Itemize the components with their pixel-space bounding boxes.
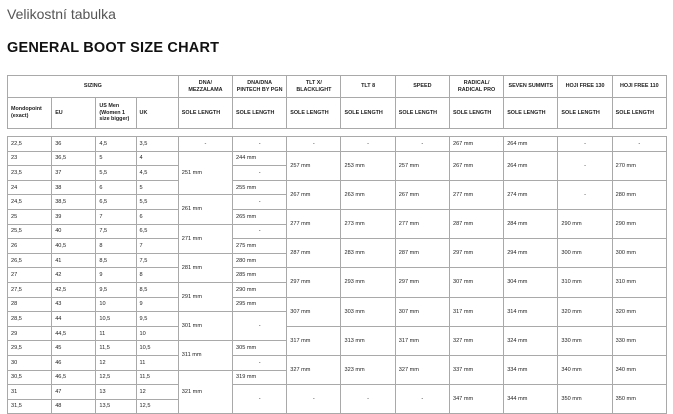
mondopoint-cell: 23 bbox=[8, 151, 52, 166]
sole-length-speed-cell: 317 mm bbox=[395, 326, 449, 355]
sole-length-header: SOLE LENGTH bbox=[395, 98, 449, 129]
sole-length-hoji-110-cell: 350 mm bbox=[612, 385, 666, 414]
page-heading: Velikostní tabulka bbox=[7, 6, 116, 22]
uk-cell: 11 bbox=[136, 355, 178, 370]
uk-cell: 11,5 bbox=[136, 370, 178, 385]
model-header-dna-mezzalama: DNA/ MEZZALAMA bbox=[178, 76, 232, 98]
model-header-hoji-110: HOJI FREE 110 bbox=[612, 76, 666, 98]
sole-length-dna-pintech-cell: 265 mm bbox=[233, 209, 287, 224]
sole-length-hoji-130-cell: 310 mm bbox=[558, 268, 612, 297]
sole-length-tlt-x-cell: 307 mm bbox=[287, 297, 341, 326]
us-cell: 8,5 bbox=[96, 253, 136, 268]
sole-length-hoji-110-cell: 300 mm bbox=[612, 239, 666, 268]
model-header-dna-pintech: DNA/DNA PINTECH BY PGN bbox=[233, 76, 287, 98]
eu-cell: 39 bbox=[52, 209, 96, 224]
sole-length-tlt-x-cell: 297 mm bbox=[287, 268, 341, 297]
us-cell: 7,5 bbox=[96, 224, 136, 239]
sole-length-header: SOLE LENGTH bbox=[612, 98, 666, 129]
sole-length-tlt-x-cell: 327 mm bbox=[287, 355, 341, 384]
mondopoint-cell: 26 bbox=[8, 239, 52, 254]
sole-length-speed-cell: 297 mm bbox=[395, 268, 449, 297]
sole-length-dna-mezzalama-cell: - bbox=[178, 137, 232, 152]
table-row bbox=[8, 326, 667, 341]
uk-cell: 12 bbox=[136, 385, 178, 400]
table-row bbox=[8, 268, 667, 283]
sole-length-hoji-110-cell: 320 mm bbox=[612, 297, 666, 326]
sole-length-dna-pintech-cell: 275 mm bbox=[233, 239, 287, 254]
sole-length-tlt-x-cell: 267 mm bbox=[287, 180, 341, 209]
eu-cell: 36,5 bbox=[52, 151, 96, 166]
sole-length-radical-cell: 297 mm bbox=[449, 239, 503, 268]
sole-length-header: SOLE LENGTH bbox=[287, 98, 341, 129]
sole-length-dna-pintech-cell: - bbox=[233, 166, 287, 181]
us-cell: 6,5 bbox=[96, 195, 136, 210]
uk-cell: 6 bbox=[136, 209, 178, 224]
sole-length-hoji-130-cell: 330 mm bbox=[558, 326, 612, 355]
sole-length-seven-summits-cell: 344 mm bbox=[504, 385, 558, 414]
mondopoint-cell: 28 bbox=[8, 297, 52, 312]
sole-length-seven-summits-cell: 264 mm bbox=[504, 151, 558, 180]
sole-length-dna-mezzalama-cell: 311 mm bbox=[178, 341, 232, 370]
sole-length-radical-cell: 347 mm bbox=[449, 385, 503, 414]
us-cell: 5 bbox=[96, 151, 136, 166]
sole-length-radical-cell: 317 mm bbox=[449, 297, 503, 326]
us-cell: 10 bbox=[96, 297, 136, 312]
uk-cell: 7,5 bbox=[136, 253, 178, 268]
mondopoint-cell: 30 bbox=[8, 355, 52, 370]
sole-length-tlt-x-cell: 257 mm bbox=[287, 151, 341, 180]
us-cell: 12 bbox=[96, 355, 136, 370]
eu-cell: 37 bbox=[52, 166, 96, 181]
sole-length-tlt-x-cell: 277 mm bbox=[287, 209, 341, 238]
table-row bbox=[8, 180, 667, 195]
sole-length-dna-pintech-cell: - bbox=[233, 355, 287, 370]
us-cell: 12,5 bbox=[96, 370, 136, 385]
sole-length-tlt-8-cell: 293 mm bbox=[341, 268, 395, 297]
uk-cell: 10,5 bbox=[136, 341, 178, 356]
mondopoint-cell: 25,5 bbox=[8, 224, 52, 239]
sole-length-radical-cell: 267 mm bbox=[449, 137, 503, 152]
sole-length-seven-summits-cell: 334 mm bbox=[504, 355, 558, 384]
mondopoint-cell: 29,5 bbox=[8, 341, 52, 356]
sole-length-dna-pintech-cell: 319 mm bbox=[233, 370, 287, 385]
uk-cell: 4,5 bbox=[136, 166, 178, 181]
mondopoint-header: Mondopoint (exact) bbox=[8, 98, 52, 129]
eu-cell: 48 bbox=[52, 399, 96, 414]
table-row bbox=[8, 355, 667, 370]
mondopoint-cell: 29 bbox=[8, 326, 52, 341]
sole-length-tlt-8-cell: - bbox=[341, 137, 395, 152]
sole-length-speed-cell: 257 mm bbox=[395, 151, 449, 180]
sole-length-tlt-x-cell: - bbox=[287, 137, 341, 152]
eu-cell: 46,5 bbox=[52, 370, 96, 385]
sole-length-hoji-110-cell: - bbox=[612, 137, 666, 152]
mondopoint-cell: 22,5 bbox=[8, 137, 52, 152]
table-row bbox=[8, 239, 667, 254]
us-cell: 13 bbox=[96, 385, 136, 400]
eu-cell: 46 bbox=[52, 355, 96, 370]
mondopoint-cell: 24 bbox=[8, 180, 52, 195]
sole-length-radical-cell: 327 mm bbox=[449, 326, 503, 355]
model-header-radical: RADICAL/ RADICAL PRO bbox=[449, 76, 503, 98]
sole-length-dna-pintech-cell: 305 mm bbox=[233, 341, 287, 356]
eu-cell: 44 bbox=[52, 312, 96, 327]
us-cell: 11 bbox=[96, 326, 136, 341]
uk-cell: 9 bbox=[136, 297, 178, 312]
eu-cell: 38 bbox=[52, 180, 96, 195]
uk-cell: 7 bbox=[136, 239, 178, 254]
chart-title: GENERAL BOOT SIZE CHART bbox=[7, 40, 220, 56]
table-row bbox=[8, 297, 667, 312]
sole-length-dna-mezzalama-cell: 251 mm bbox=[178, 151, 232, 195]
sole-length-dna-pintech-cell: - bbox=[233, 137, 287, 152]
sole-length-seven-summits-cell: 314 mm bbox=[504, 297, 558, 326]
sole-length-tlt-8-cell: - bbox=[341, 385, 395, 414]
sole-length-radical-cell: 277 mm bbox=[449, 180, 503, 209]
table-row bbox=[8, 385, 667, 400]
mondopoint-cell: 31 bbox=[8, 385, 52, 400]
sole-length-hoji-130-cell: - bbox=[558, 137, 612, 152]
sole-length-hoji-130-cell: - bbox=[558, 180, 612, 209]
sole-length-tlt-x-cell: 317 mm bbox=[287, 326, 341, 355]
sole-length-hoji-130-cell: - bbox=[558, 151, 612, 180]
sole-length-dna-pintech-cell: - bbox=[233, 312, 287, 341]
sole-length-radical-cell: 337 mm bbox=[449, 355, 503, 384]
uk-cell: 3,5 bbox=[136, 137, 178, 152]
us-cell: 9 bbox=[96, 268, 136, 283]
us-cell: 5,5 bbox=[96, 166, 136, 181]
us-cell: 9,5 bbox=[96, 282, 136, 297]
sole-length-hoji-110-cell: 270 mm bbox=[612, 151, 666, 180]
boot-size-table bbox=[7, 75, 667, 414]
sole-length-hoji-110-cell: 280 mm bbox=[612, 180, 666, 209]
sole-length-header: SOLE LENGTH bbox=[233, 98, 287, 129]
spacer-row bbox=[8, 129, 667, 137]
sole-length-tlt-x-cell: 287 mm bbox=[287, 239, 341, 268]
sole-length-dna-pintech-cell: 290 mm bbox=[233, 282, 287, 297]
eu-cell: 42 bbox=[52, 268, 96, 283]
uk-cell: 10 bbox=[136, 326, 178, 341]
sole-length-dna-pintech-cell: 244 mm bbox=[233, 151, 287, 166]
model-header-hoji-130: HOJI FREE 130 bbox=[558, 76, 612, 98]
eu-cell: 44,5 bbox=[52, 326, 96, 341]
sole-length-speed-cell: 287 mm bbox=[395, 239, 449, 268]
eu-cell: 43 bbox=[52, 297, 96, 312]
sole-length-speed-cell: - bbox=[395, 385, 449, 414]
sole-length-dna-pintech-cell: - bbox=[233, 385, 287, 414]
sole-length-hoji-110-cell: 330 mm bbox=[612, 326, 666, 355]
sole-length-header: SOLE LENGTH bbox=[341, 98, 395, 129]
eu-header: EU bbox=[52, 98, 96, 129]
sole-length-dna-pintech-cell: - bbox=[233, 224, 287, 239]
sole-length-tlt-8-cell: 323 mm bbox=[341, 355, 395, 384]
uk-header: UK bbox=[136, 98, 178, 129]
sole-length-tlt-8-cell: 263 mm bbox=[341, 180, 395, 209]
eu-cell: 47 bbox=[52, 385, 96, 400]
sole-length-speed-cell: 327 mm bbox=[395, 355, 449, 384]
sole-length-seven-summits-cell: 324 mm bbox=[504, 326, 558, 355]
uk-cell: 8,5 bbox=[136, 282, 178, 297]
sole-length-hoji-130-cell: 320 mm bbox=[558, 297, 612, 326]
table-row bbox=[8, 137, 667, 152]
us-men-header: US Men (Women 1 size bigger) bbox=[96, 98, 136, 129]
uk-cell: 5,5 bbox=[136, 195, 178, 210]
sole-length-radical-cell: 287 mm bbox=[449, 209, 503, 238]
uk-cell: 6,5 bbox=[136, 224, 178, 239]
sole-length-tlt-8-cell: 313 mm bbox=[341, 326, 395, 355]
sole-length-hoji-130-cell: 350 mm bbox=[558, 385, 612, 414]
us-cell: 8 bbox=[96, 239, 136, 254]
uk-cell: 5 bbox=[136, 180, 178, 195]
sole-length-hoji-110-cell: 290 mm bbox=[612, 209, 666, 238]
sole-length-dna-mezzalama-cell: 291 mm bbox=[178, 282, 232, 311]
uk-cell: 8 bbox=[136, 268, 178, 283]
mondopoint-cell: 26,5 bbox=[8, 253, 52, 268]
mondopoint-cell: 27 bbox=[8, 268, 52, 283]
mondopoint-cell: 24,5 bbox=[8, 195, 52, 210]
mondopoint-cell: 31,5 bbox=[8, 399, 52, 414]
sole-length-seven-summits-cell: 274 mm bbox=[504, 180, 558, 209]
sole-length-dna-pintech-cell: 255 mm bbox=[233, 180, 287, 195]
model-header-seven-summits: SEVEN SUMMITS bbox=[504, 76, 558, 98]
sole-length-dna-pintech-cell: 285 mm bbox=[233, 268, 287, 283]
mondopoint-cell: 23,5 bbox=[8, 166, 52, 181]
eu-cell: 40 bbox=[52, 224, 96, 239]
sole-length-seven-summits-cell: 264 mm bbox=[504, 137, 558, 152]
uk-cell: 12,5 bbox=[136, 399, 178, 414]
model-header-tlt-x: TLT X/ BLACKLIGHT bbox=[287, 76, 341, 98]
sole-length-tlt-x-cell: - bbox=[287, 385, 341, 414]
sole-length-header: SOLE LENGTH bbox=[558, 98, 612, 129]
model-header-speed: SPEED bbox=[395, 76, 449, 98]
sole-length-speed-cell: - bbox=[395, 137, 449, 152]
us-cell: 7 bbox=[96, 209, 136, 224]
sole-length-hoji-130-cell: 300 mm bbox=[558, 239, 612, 268]
eu-cell: 40,5 bbox=[52, 239, 96, 254]
sole-length-hoji-130-cell: 340 mm bbox=[558, 355, 612, 384]
sole-length-speed-cell: 277 mm bbox=[395, 209, 449, 238]
sole-length-dna-mezzalama-cell: 261 mm bbox=[178, 195, 232, 224]
eu-cell: 36 bbox=[52, 137, 96, 152]
uk-cell: 9,5 bbox=[136, 312, 178, 327]
model-header-tlt-8: TLT 8 bbox=[341, 76, 395, 98]
sole-length-dna-mezzalama-cell: 281 mm bbox=[178, 253, 232, 282]
sole-length-seven-summits-cell: 294 mm bbox=[504, 239, 558, 268]
sole-length-speed-cell: 307 mm bbox=[395, 297, 449, 326]
sole-length-header: SOLE LENGTH bbox=[178, 98, 232, 129]
sole-length-dna-pintech-cell: 295 mm bbox=[233, 297, 287, 312]
sole-length-radical-cell: 267 mm bbox=[449, 151, 503, 180]
sole-length-tlt-8-cell: 303 mm bbox=[341, 297, 395, 326]
mondopoint-cell: 28,5 bbox=[8, 312, 52, 327]
us-cell: 13,5 bbox=[96, 399, 136, 414]
eu-cell: 42,5 bbox=[52, 282, 96, 297]
table-row bbox=[8, 151, 667, 166]
mondopoint-cell: 25 bbox=[8, 209, 52, 224]
mondopoint-cell: 30,5 bbox=[8, 370, 52, 385]
sole-length-tlt-8-cell: 283 mm bbox=[341, 239, 395, 268]
eu-cell: 41 bbox=[52, 253, 96, 268]
eu-cell: 45 bbox=[52, 341, 96, 356]
us-cell: 4,5 bbox=[96, 137, 136, 152]
uk-cell: 4 bbox=[136, 151, 178, 166]
sole-length-hoji-110-cell: 310 mm bbox=[612, 268, 666, 297]
sole-length-seven-summits-cell: 304 mm bbox=[504, 268, 558, 297]
sole-length-tlt-8-cell: 273 mm bbox=[341, 209, 395, 238]
sizing-header: SIZING bbox=[8, 76, 179, 98]
sole-length-hoji-110-cell: 340 mm bbox=[612, 355, 666, 384]
sole-length-radical-cell: 307 mm bbox=[449, 268, 503, 297]
table-row bbox=[8, 209, 667, 224]
sole-length-dna-pintech-cell: 280 mm bbox=[233, 253, 287, 268]
us-cell: 11,5 bbox=[96, 341, 136, 356]
sole-length-hoji-130-cell: 290 mm bbox=[558, 209, 612, 238]
us-cell: 6 bbox=[96, 180, 136, 195]
sole-length-dna-mezzalama-cell: 271 mm bbox=[178, 224, 232, 253]
sole-length-header: SOLE LENGTH bbox=[449, 98, 503, 129]
us-cell: 10,5 bbox=[96, 312, 136, 327]
sole-length-tlt-8-cell: 253 mm bbox=[341, 151, 395, 180]
sole-length-dna-mezzalama-cell: 301 mm bbox=[178, 312, 232, 341]
sole-length-dna-mezzalama-cell: 321 mm bbox=[178, 370, 232, 414]
eu-cell: 38,5 bbox=[52, 195, 96, 210]
mondopoint-cell: 27,5 bbox=[8, 282, 52, 297]
size-table-body bbox=[8, 137, 667, 414]
sole-length-dna-pintech-cell: - bbox=[233, 195, 287, 210]
sole-length-speed-cell: 267 mm bbox=[395, 180, 449, 209]
sole-length-seven-summits-cell: 284 mm bbox=[504, 209, 558, 238]
sole-length-header: SOLE LENGTH bbox=[504, 98, 558, 129]
